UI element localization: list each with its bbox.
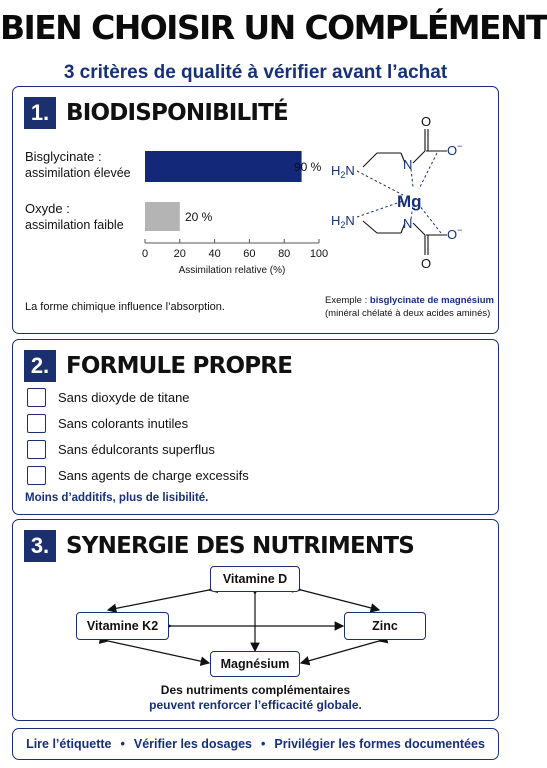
- example-prefix: Exemple :: [325, 295, 370, 306]
- footer-tips: [12, 728, 499, 760]
- checklist-label: Sans édulcorants superflus: [58, 442, 215, 457]
- section-nutrient-synergy: [12, 519, 499, 721]
- molecule-h2n-top: $H_2N$: [331, 163, 355, 180]
- bar-value-bisglycinate: 90 %: [294, 160, 322, 174]
- section-title: BIODISPONIBILITÉ: [66, 100, 288, 126]
- section-number: 2.: [24, 350, 56, 382]
- nutrient-box-zinc: Zinc: [344, 612, 426, 640]
- example-highlight: bisglycinate de magnésium: [369, 295, 494, 306]
- section-number: 3.: [24, 530, 56, 562]
- x-tick-label: 80: [278, 248, 291, 260]
- section3-note: [13, 683, 498, 713]
- example-line2: (minéral chélaté à deux acides aminés): [325, 308, 491, 319]
- checkbox[interactable]: [27, 414, 46, 433]
- checklist-item[interactable]: [27, 414, 188, 433]
- bar-0: [145, 151, 302, 182]
- checklist-item[interactable]: [27, 388, 190, 407]
- bar-label-oxyde: [25, 200, 124, 234]
- molecule-o-minus-top: O−: [447, 141, 463, 158]
- molecule-mg-center: Mg: [397, 192, 422, 211]
- footer-item: Privilégier les formes documentées: [274, 737, 485, 751]
- x-tick-label: 0: [141, 248, 149, 260]
- bar-label-bisglycinate: [25, 148, 131, 182]
- checklist-label: Sans colorants inutiles: [58, 416, 189, 431]
- section-bioavailability: [12, 86, 499, 334]
- checklist-label: Sans agents de charge excessifs: [58, 468, 249, 483]
- section1-note: La forme chimique influence l’absorption.: [25, 301, 225, 313]
- x-tick-label: 20: [173, 248, 186, 260]
- section-clean-formula: [12, 339, 499, 515]
- section2-note: Moins d’additifs, plus de lisibilité.: [25, 492, 209, 504]
- molecule-o-minus-bottom: O−: [447, 225, 463, 242]
- section-number: 1.: [24, 97, 56, 129]
- page-subtitle: 3 critères de qualité à vérifier avant l’achat: [63, 62, 448, 83]
- section3-note-line2: peuvent renforcer l’efficacité globale.: [149, 698, 362, 712]
- checkbox[interactable]: [27, 440, 46, 459]
- footer-item: Lire l’étiquette: [26, 737, 112, 751]
- page-title: BIEN CHOISIR UN COMPLÉMENT: [0, 8, 547, 47]
- footer-separator: •: [120, 737, 125, 751]
- section-title: FORMULE PROPRE: [66, 353, 293, 379]
- checkbox[interactable]: [27, 388, 46, 407]
- bar-label-line2: assimilation élevée: [25, 166, 131, 180]
- bar-label-line1: Oxyde :: [25, 201, 70, 216]
- section3-note-line1: Des nutriments complémentaires: [160, 683, 351, 697]
- molecule-n-top: N: [403, 157, 413, 172]
- bioavailability-bar-chart: [123, 145, 329, 280]
- section-header: [24, 97, 288, 129]
- nutrient-box-vitamine-k2: Vitamine K2: [76, 612, 169, 640]
- footer-separator: •: [261, 737, 266, 751]
- nutrient-box-magnesium: Magnésium: [210, 651, 300, 677]
- x-tick-label: 40: [208, 248, 221, 260]
- bar-1: [145, 202, 180, 231]
- section-title: SYNERGIE DES NUTRIMENTS: [66, 533, 415, 559]
- bar-label-line2: assimilation faible: [25, 218, 124, 232]
- molecule-o-top: O: [421, 114, 432, 129]
- molecule-h2n-bottom: $H_2N$: [331, 213, 355, 230]
- x-axis-label: Assimilation relative (%): [178, 265, 286, 276]
- x-tick-label: 60: [243, 248, 256, 260]
- bar-label-line1: Bisglycinate :: [25, 149, 102, 164]
- nutrient-box-vitamine-d: Vitamine D: [210, 566, 300, 592]
- section-header: [24, 350, 292, 382]
- molecule-n-bottom: N: [403, 216, 413, 231]
- checkbox[interactable]: [27, 466, 46, 485]
- checklist-label: Sans dioxyde de titane: [58, 390, 190, 405]
- checklist-item[interactable]: [27, 440, 215, 459]
- molecule-o-bottom: O: [421, 256, 432, 271]
- molecule-diagram: [333, 109, 498, 289]
- example-caption: [325, 294, 494, 320]
- x-tick-label: 100: [309, 248, 329, 260]
- bar-value-oxyde: 20 %: [185, 210, 213, 224]
- footer-item: Vérifier les dosages: [133, 737, 253, 751]
- checklist-item[interactable]: [27, 466, 249, 485]
